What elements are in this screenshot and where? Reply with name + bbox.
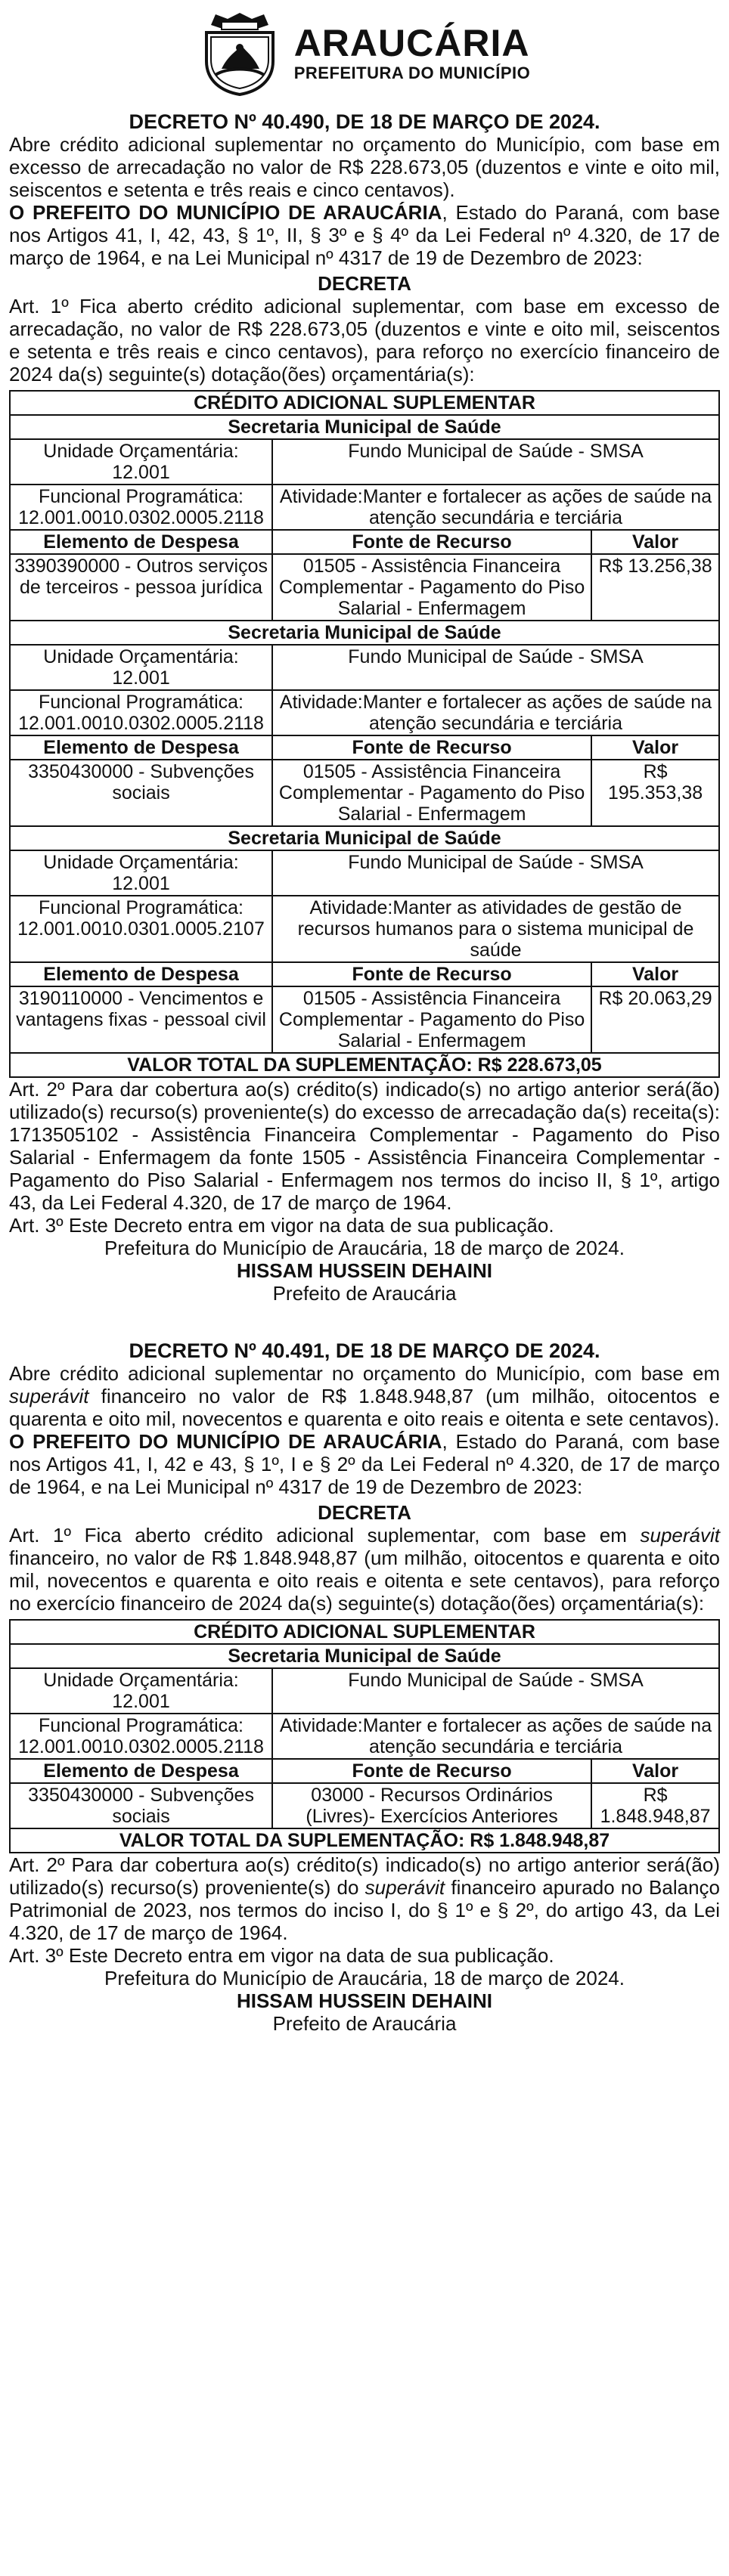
araucaria-seal-icon <box>199 8 281 98</box>
place-date: Prefeitura do Município de Araucária, 18 de março de 2024. <box>104 1237 625 1259</box>
decree-title: DECRETO Nº 40.490, DE 18 DE MARÇO DE 2024. <box>129 110 600 133</box>
credit-table <box>9 390 720 1078</box>
unidade-label: Unidade Orçamentária: 12.001 <box>10 1668 272 1714</box>
unidade-label: Unidade Orçamentária: 12.001 <box>10 850 272 896</box>
signer-name: HISSAM HUSSEIN DEHAINI <box>236 1989 493 2012</box>
table-row <box>10 554 719 621</box>
elemento-cell: 3390390000 - Outros serviços de terceiros - pessoa jurídica <box>10 554 272 621</box>
valor-cell: R$ 20.063,29 <box>591 986 719 1053</box>
decree-intro <box>9 1362 720 1430</box>
decree-intro: Abre crédito adicional suplementar no orçamento do Município, com base em excesso de arrecadação no valor de R$ 228.673,05 (duzentos e vinte e oito mil, seiscentos e setenta e três reais e cinco centavos). <box>9 133 720 201</box>
secretaria-name: Secretaria Municipal de Saúde <box>10 826 719 850</box>
article-1 <box>9 1524 720 1615</box>
article-part: Art. 2º Para dar cobertura ao(s) crédito(s) indicado(s) no artigo anterior será(ão) utilizado(s) recurso(s) proveniente(s) do <box>9 1853 720 1899</box>
credit-table <box>9 1619 720 1853</box>
credit-table-heading: CRÉDITO ADICIONAL SUPLEMENTAR <box>10 1620 719 1644</box>
decree-40491 <box>9 1339 720 2035</box>
col-fonte: Fonte de Recurso <box>272 962 591 986</box>
decree-title: DECRETO Nº 40.491, DE 18 DE MARÇO DE 2024. <box>129 1339 600 1362</box>
funcional-label: Funcional Programática: 12.001.0010.0302.0005.2118 <box>10 690 272 735</box>
col-valor: Valor <box>591 1759 719 1783</box>
col-fonte: Fonte de Recurso <box>272 1759 591 1783</box>
unidade-label: Unidade Orçamentária: 12.001 <box>10 645 272 690</box>
table-row <box>10 986 719 1053</box>
intro-part: financeiro no valor de R$ 1.848.948,87 (um milhão, oitocentos e quarenta e oito mil, novecentos e quarenta e oito reais e oitenta e sete centavos). <box>9 1385 720 1430</box>
article-italic: superávit <box>364 1876 445 1899</box>
col-valor: Valor <box>591 530 719 554</box>
intro-part: Abre crédito adicional suplementar no orçamento do Município, com base em <box>9 1362 720 1385</box>
brand-subtitle: PREFEITURA DO MUNICÍPIO <box>293 63 531 82</box>
unidade-value: Fundo Municipal de Saúde - SMSA <box>272 439 719 485</box>
preamble-text: , Estado do Paraná, com base nos Artigos 41, I, 42, 43, § 1º, II, § 3º e § 4º da Lei Federal nº 4.320, de 17 de março de 1964, e na Lei Municipal nº 4317 de 19 de Dezembro de 2023: <box>9 201 720 269</box>
valor-cell: R$ 1.848.948,87 <box>591 1783 719 1828</box>
col-valor: Valor <box>591 962 719 986</box>
valor-cell: R$ 13.256,38 <box>591 554 719 621</box>
article-italic: superávit <box>640 1524 720 1547</box>
secretaria-name: Secretaria Municipal de Saúde <box>10 415 719 439</box>
funcional-label: Funcional Programática: 12.001.0010.0301.0005.2107 <box>10 896 272 962</box>
preamble-authority: O PREFEITO DO MUNICÍPIO DE ARAUCÁRIA <box>9 201 442 224</box>
funcional-value: Atividade:Manter as atividades de gestão de recursos humanos para o sistema municipal de saúde <box>272 896 719 962</box>
brand-block <box>294 24 531 82</box>
total-value: VALOR TOTAL DA SUPLEMENTAÇÃO: R$ 1.848.948,87 <box>10 1828 719 1853</box>
unidade-value: Fundo Municipal de Saúde - SMSA <box>272 645 719 690</box>
fonte-cell: 01505 - Assistência Financeira Complementar - Pagamento do Piso Salarial - Enfermagem <box>272 760 591 826</box>
page-header <box>9 0 720 100</box>
signer-name: HISSAM HUSSEIN DEHAINI <box>236 1259 493 1282</box>
signer-role: Prefeito de Araucária <box>272 1282 457 1305</box>
valor-cell: R$ 195.353,38 <box>591 760 719 826</box>
fonte-cell: 01505 - Assistência Financeira Complementar - Pagamento do Piso Salarial - Enfermagem <box>272 986 591 1053</box>
fonte-cell: 01505 - Assistência Financeira Complementar - Pagamento do Piso Salarial - Enfermagem <box>272 554 591 621</box>
col-valor: Valor <box>591 735 719 760</box>
secretaria-name: Secretaria Municipal de Saúde <box>10 1644 719 1668</box>
signer-role: Prefeito de Araucária <box>272 2012 457 2035</box>
decreta-heading: DECRETA <box>318 272 411 295</box>
credit-table-heading: CRÉDITO ADICIONAL SUPLEMENTAR <box>10 391 719 415</box>
col-fonte: Fonte de Recurso <box>272 530 591 554</box>
col-elemento: Elemento de Despesa <box>10 530 272 554</box>
table-row <box>10 1783 719 1828</box>
article-3: Art. 3º Este Decreto entra em vigor na data de sua publicação. <box>9 1214 554 1237</box>
col-elemento: Elemento de Despesa <box>10 1759 272 1783</box>
decree-preamble <box>9 201 720 269</box>
funcional-value: Atividade:Manter e fortalecer as ações de saúde na atenção secundária e terciária <box>272 485 719 530</box>
table-row <box>10 760 719 826</box>
funcional-value: Atividade:Manter e fortalecer as ações de saúde na atenção secundária e terciária <box>272 1714 719 1759</box>
intro-italic: superávit <box>9 1385 89 1407</box>
article-part: financeiro, no valor de R$ 1.848.948,87 (um milhão, oitocentos e quarenta e oito mil, novecentos e quarenta e oito reais e oitenta e sete centavos), para reforço no exercício financeiro de 2024 da(s) seguinte(s) dotação(ões) orçamentária(s): <box>9 1547 720 1615</box>
decreta-heading: DECRETA <box>318 1501 411 1524</box>
article-2: Art. 2º Para dar cobertura ao(s) crédito(s) indicado(s) no artigo anterior será(ão) utilizado(s) recurso(s) proveniente(s) do excesso de arrecadação da(s) receita(s): 1713505102 - Assistência Financeira Complementar - Pagamento do Piso Salarial - Enfermagem da fonte 1505 - Assistência Financeira Complementar - Pagamento do Piso Salarial - Enfermagem nos termos do inciso II, § 1º, artigo 43, da Lei Federal 4.320, de 17 de março de 1964. <box>9 1078 720 1214</box>
article-part: Art. 1º Fica aberto crédito adicional suplementar, com base em <box>9 1524 641 1547</box>
place-date: Prefeitura do Município de Araucária, 18 de março de 2024. <box>104 1967 625 1989</box>
decree-preamble <box>9 1430 720 1498</box>
total-value: VALOR TOTAL DA SUPLEMENTAÇÃO: R$ 228.673,05 <box>10 1053 719 1077</box>
funcional-label: Funcional Programática: 12.001.0010.0302.0005.2118 <box>10 485 272 530</box>
unidade-label: Unidade Orçamentária: 12.001 <box>10 439 272 485</box>
article-3: Art. 3º Este Decreto entra em vigor na data de sua publicação. <box>9 1944 554 1967</box>
article-part: financeiro apurado no Balanço Patrimonial de 2023, nos termos do inciso I, do § 1º e § 2º, do artigo 43, da Lei 4.320, de 17 de março de 1964. <box>9 1876 720 1944</box>
decree-40490 <box>9 110 720 1305</box>
preamble-authority: O PREFEITO DO MUNICÍPIO DE ARAUCÁRIA <box>9 1430 442 1453</box>
article-1: Art. 1º Fica aberto crédito adicional suplementar, com base em excesso de arrecadação, no valor de R$ 228.673,05 (duzentos e vinte e oito mil, seiscentos e setenta e três reais e cinco centavos), para reforço no exercício financeiro de 2024 da(s) seguinte(s) dotação(ões) orçamentária(s): <box>9 295 720 385</box>
col-elemento: Elemento de Despesa <box>10 962 272 986</box>
col-elemento: Elemento de Despesa <box>10 735 272 760</box>
elemento-cell: 3190110000 - Vencimentos e vantagens fixas - pessoal civil <box>10 986 272 1053</box>
funcional-label: Funcional Programática: 12.001.0010.0302.0005.2118 <box>10 1714 272 1759</box>
elemento-cell: 3350430000 - Subvenções sociais <box>10 760 272 826</box>
secretaria-name: Secretaria Municipal de Saúde <box>10 621 719 645</box>
unidade-value: Fundo Municipal de Saúde - SMSA <box>272 1668 719 1714</box>
unidade-value: Fundo Municipal de Saúde - SMSA <box>272 850 719 896</box>
preamble-text: , Estado do Paraná, com base nos Artigos 41, I, 42 e 43, § 1º, I e § 2º da Lei Federal nº 4.320, de 17 de março de 1964, e na Lei Municipal nº 4317 de 19 de Dezembro de 2023: <box>9 1430 720 1498</box>
article-2 <box>9 1853 720 1944</box>
brand-title: ARAUCÁRIA <box>293 22 530 64</box>
col-fonte: Fonte de Recurso <box>272 735 591 760</box>
fonte-cell: 03000 - Recursos Ordinários (Livres)- Exercícios Anteriores <box>272 1783 591 1828</box>
funcional-value: Atividade:Manter e fortalecer as ações de saúde na atenção secundária e terciária <box>272 690 719 735</box>
elemento-cell: 3350430000 - Subvenções sociais <box>10 1783 272 1828</box>
